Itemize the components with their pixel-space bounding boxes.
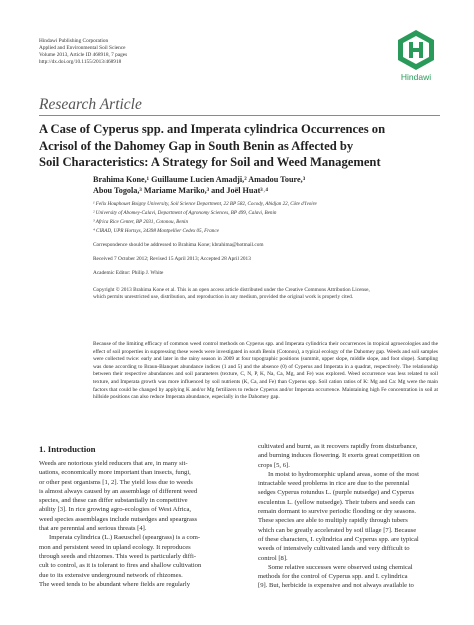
body-line: intractable weed problems in rice are due to the perennial bbox=[258, 480, 410, 488]
correspondence: Correspondence should be addressed to Brahima Kone; kbrahima@hotmail.com bbox=[93, 242, 264, 248]
body-line: [9]. But, herbicide is expensive and not always available to bbox=[258, 582, 414, 590]
copyright-line: which permits unrestricted use, distribution, and reproduction in any medium, provided the original work is properly cited. bbox=[93, 294, 354, 301]
copyright-notice bbox=[93, 287, 438, 301]
body-line: control [8]. bbox=[258, 554, 288, 562]
author-list bbox=[93, 174, 423, 196]
body-line: uations, economically more important than insects, fungi, bbox=[39, 469, 191, 477]
paper-title bbox=[39, 121, 444, 171]
body-line: that are perennial and serious threats [4]. bbox=[39, 525, 147, 533]
body-line: cultivated and burnt, as it recovers rapidly from disturbance, bbox=[258, 443, 418, 450]
body-line: Some relative successes were observed using chemical bbox=[268, 563, 413, 571]
body-column-left bbox=[39, 459, 235, 589]
body-line: remain dormant to survive periodic flooding or dry seasons. bbox=[258, 508, 417, 516]
body-line: esculentus L. (yellow nutsedge). Their tubers and seeds can bbox=[258, 498, 415, 506]
body-line: mon and persistent weed in upland ecology. It reproduces bbox=[39, 543, 191, 551]
academic-editor: Academic Editor: Philip J. White bbox=[93, 270, 164, 276]
body-line: which can be greatly accelerated by soil tillage [7]. Because bbox=[258, 526, 417, 534]
body-line: and burning induces flowering. It exerts great competition on bbox=[258, 452, 420, 460]
affiliation: ³ Africa Rice Center, BP 2031, Cotonou, Benin bbox=[93, 218, 188, 225]
title-line: A Case of Cyperus spp. and Imperata cylindrica Occurrences on bbox=[39, 122, 386, 136]
doi-link[interactable]: http://dx.doi.org/10.1155/2013/468918 bbox=[39, 59, 122, 65]
body-line: crops [5, 6]. bbox=[258, 461, 290, 469]
section-heading: 1. Introduction bbox=[39, 444, 96, 454]
body-line: due to its extensive underground network of rhizomes. bbox=[39, 571, 183, 579]
author-line: Brahima Kone,¹ Guillaume Lucien Amadji,² Amadou Toure,³ bbox=[93, 175, 306, 184]
body-line: or other pest organisms [1, 2]. The yield loss due to weeds bbox=[39, 478, 193, 486]
affiliation: ¹ Felix Houphouet Boigny University, Soil Science Department, 22 BP 582, Cocody, Abidjan 22, Côte d'Ivoire bbox=[93, 201, 317, 207]
body-line: methods for the control of Cyperus spp. and I. cylindrica bbox=[258, 573, 408, 581]
body-line: The weed tends to be abundant where fields are regularly bbox=[39, 580, 191, 588]
body-line: Imperata cylindrica (L.) Raeuschel (speargrass) is a com- bbox=[49, 534, 201, 542]
body-line: In moist to hydromorphic upland areas, some of the most bbox=[268, 470, 419, 478]
article-type: Research Article bbox=[39, 96, 142, 113]
affiliation: ⁴ CIRAD, UPR Hortsys, 34398 Montpellier Cedex 05, France bbox=[93, 227, 219, 234]
body-line: weed species assemblages include nutsedges and speargrass bbox=[39, 515, 198, 523]
journal-header bbox=[39, 38, 127, 66]
body-line: weeds of intensively cultivated lands and very difficult to bbox=[258, 545, 410, 553]
author-line: Abou Togola,³ Mariame Mariko,³ and Joël Huat³˒⁴ bbox=[93, 186, 268, 195]
hindawi-logo bbox=[393, 28, 439, 84]
affiliation: ² University of Abomey-Calavi, Department of Agronomy Sciences, BP 499, Calavi, Benin bbox=[93, 209, 277, 216]
body-line: through seeds and rhizomes. This weed is particularly diffi- bbox=[39, 552, 197, 560]
body-line: is almost always caused by an assemblage of different weed bbox=[39, 487, 198, 495]
body-line: Weeds are notorious yield reducers that are, in many sit- bbox=[39, 460, 188, 467]
body-line: cult to control, as it is tolerant to fires and shallow cultivation bbox=[39, 562, 202, 570]
body-line: sedges Cyperus rotundus L. (purple nutsedge) and Cyperus bbox=[258, 489, 415, 497]
body-column-right bbox=[258, 442, 448, 591]
hindawi-logo-icon bbox=[393, 28, 439, 72]
body-line: species, and these can differ substantially in competitive bbox=[39, 497, 188, 505]
title-line: Soil Characteristics: A Strategy for Soil and Weed Management bbox=[39, 155, 381, 170]
copyright-line: Copyright © 2013 Brahima Kone et al. This is an open access article distributed under the Creative Commons Attribution License, bbox=[93, 287, 370, 293]
received-dates: Received 7 October 2012; Revised 15 April 2013; Accepted 28 April 2013 bbox=[93, 256, 251, 262]
volume-info: Volume 2013, Article ID 468918, 7 pages bbox=[39, 52, 128, 58]
publisher-name: Hindawi Publishing Corporation bbox=[39, 38, 109, 44]
journal-name: Applied and Environmental Soil Science bbox=[39, 45, 126, 51]
body-line: of these characters, I. cylindrica and Cyperus spp. are typical bbox=[258, 535, 419, 543]
header-divider bbox=[39, 115, 440, 116]
title-line: Acrisol of the Dahomey Gap in South Benin as Affected by bbox=[39, 138, 354, 153]
body-line: These species are able to multiply rapidly through tubers bbox=[258, 517, 408, 525]
affiliations bbox=[93, 200, 423, 236]
abstract: Because of the limiting efficacy of common weed control methods on Cyperus spp. and Imperata cylindrica their occurrences in tropical agroecologies and the effect of soil properties in suppressing these weeds were investigated in south Benin (Cotonou), a typical ecology of the Dahomey gap. Weeds and soil samples were collected twice: early and later in the rainy season in 2009 at four topographic positions (summit, upper slope, middle slope, and foot slope). Sampling was done according to Braun-Blanquet abundance indices (1 and 5) and the absence (0) of Cyperus and Imperata in a quadrat, respectively. The relationship between their respective abundances and soil parameters (texture, C, N, P, K, Na, Ca, Mg, and Fe) was explored. Weed occurrence was less related to soil texture, and Imperata growth was more influenced by soil nutrients (K, Ca, and Fe) than Cyperus spp. Soil cation ratios of K: Mg and Ca: Mg were the main factors that could be changed by applying K and/or Mg fertilizers to reduce Cyperus and/or Imperata occurrence. Maintaining high Fe concentration in soil at hillside positions can also reduce Imperata abundance, especially in the Dahomey gap. bbox=[93, 341, 438, 401]
body-line: ability [3]. In rice growing agro-ecologies of West Africa, bbox=[39, 506, 192, 514]
logo-text: Hindawi bbox=[400, 72, 432, 82]
